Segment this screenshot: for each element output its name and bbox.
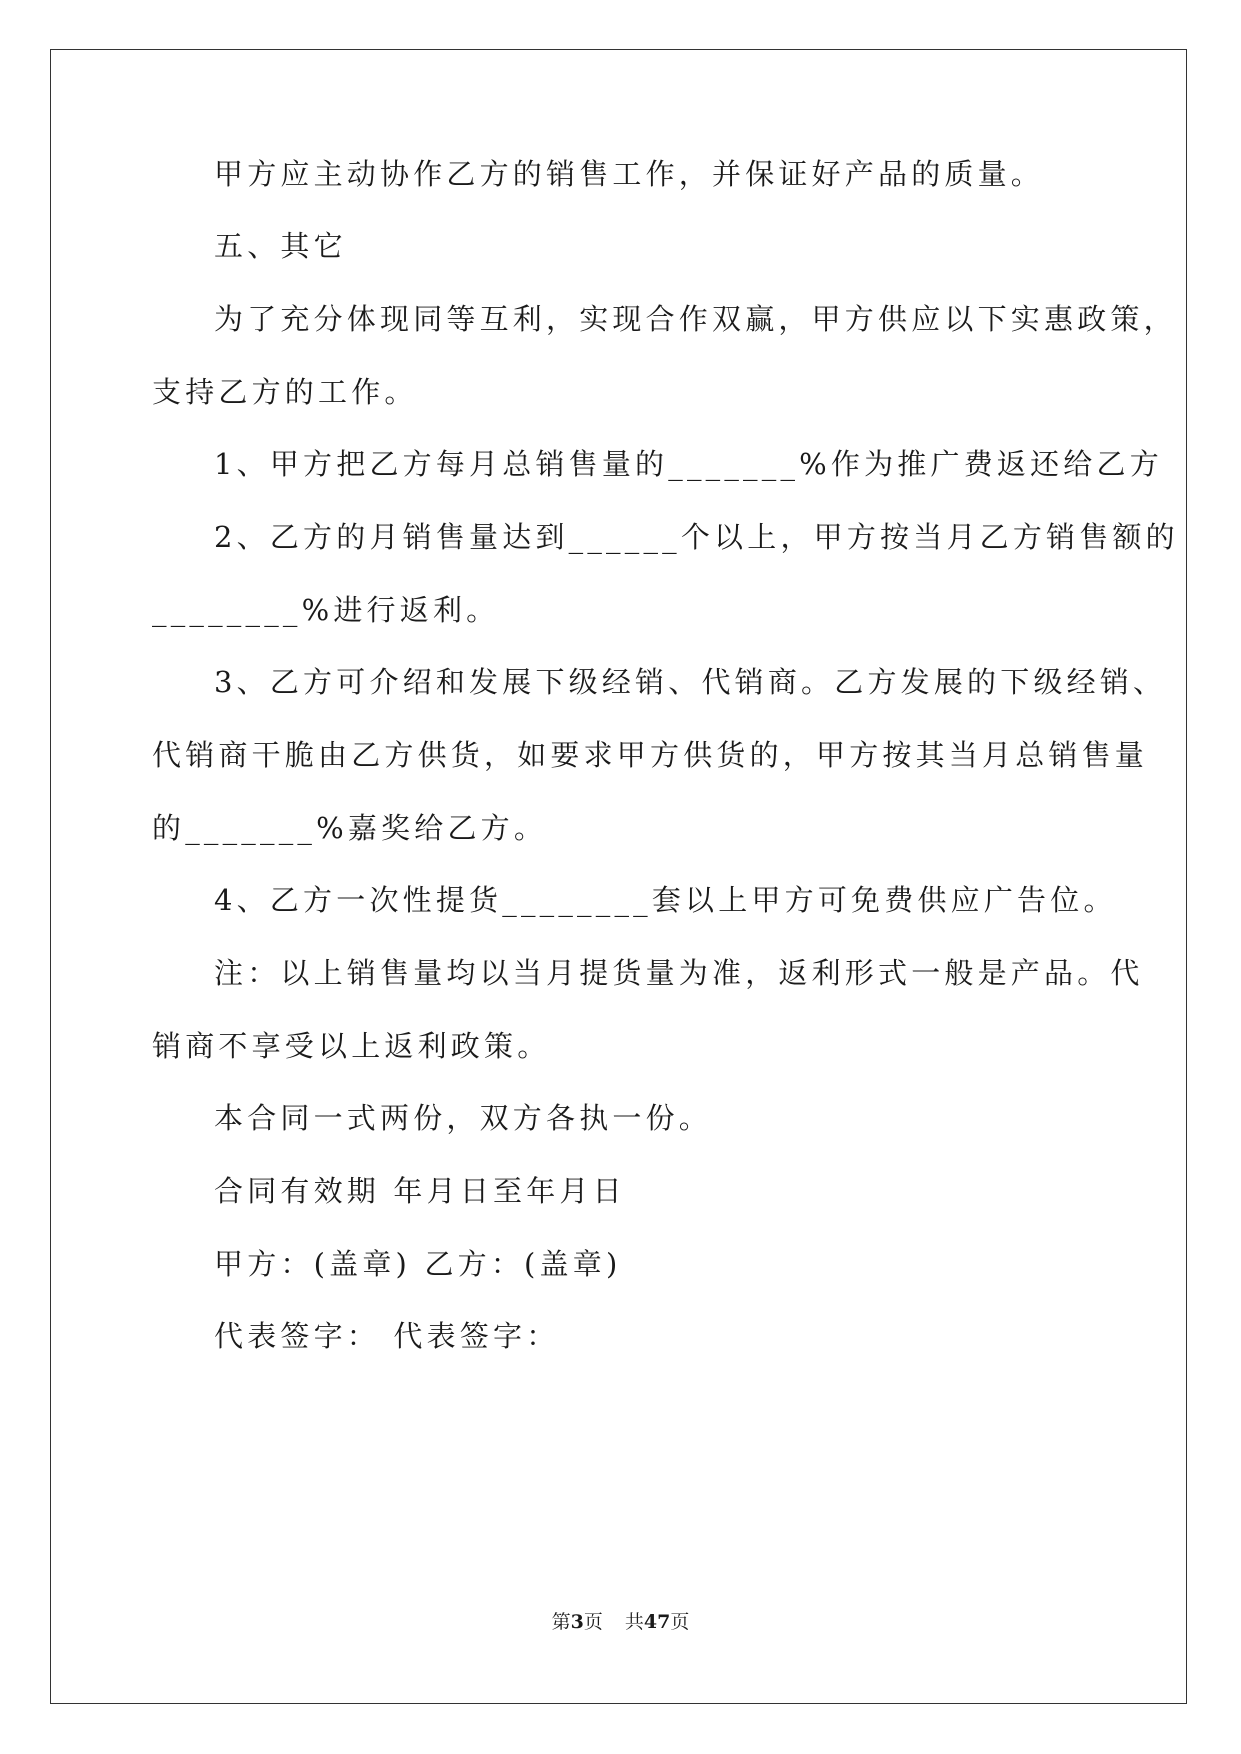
paragraph-line: 为了充分体现同等互利，实现合作双赢，甲方供应以下实惠政策， (214, 302, 1177, 336)
total-pages: 47 (643, 1611, 671, 1633)
validity-line: 合同有效期 年月日至年月日 (214, 1174, 626, 1208)
clause-line: 2、乙方的月销售量达到______个以上，甲方按当月乙方销售额的 (214, 520, 1179, 554)
page-prefix: 第 (551, 1611, 571, 1633)
section-heading: 五、其它 (214, 229, 347, 263)
note-line: 销商不享受以上返利政策。 (152, 1029, 551, 1063)
paragraph-line: 甲方应主动协作乙方的销售工作，并保证好产品的质量。 (214, 157, 1045, 191)
clause-line: 3、乙方可介绍和发展下级经销、代销商。乙方发展的下级经销、 (214, 665, 1167, 699)
signature-line: 代表签字： 代表签字： (214, 1319, 560, 1353)
clause-line: 1、甲方把乙方每月总销售量的_______%作为推广费返还给乙方 (214, 447, 1163, 481)
clause-line: 代销商干脆由乙方供货，如要求甲方供货的，甲方按其当月总销售量 (152, 738, 1149, 772)
paragraph-line: 支持乙方的工作。 (152, 375, 418, 409)
total-prefix: 共 (624, 1611, 644, 1633)
clause-line: 的_______%嘉奖给乙方。 (152, 811, 548, 845)
paragraph-line: 本合同一式两份，双方各执一份。 (214, 1101, 713, 1135)
clause-line: 4、乙方一次性提货________套以上甲方可免费供应广告位。 (214, 883, 1117, 917)
clause-line: ________%进行返利。 (152, 593, 500, 627)
seal-line: 甲方：(盖章) 乙方：(盖章) (214, 1247, 622, 1281)
page-border (50, 49, 1187, 1704)
page-footer (0, 1610, 1241, 1634)
page-suffix: 页 (583, 1611, 603, 1633)
page-number: 3 (570, 1611, 584, 1633)
total-suffix: 页 (670, 1611, 690, 1633)
note-line: 注：以上销售量均以当月提货量为准，返利形式一般是产品。代 (214, 956, 1144, 990)
